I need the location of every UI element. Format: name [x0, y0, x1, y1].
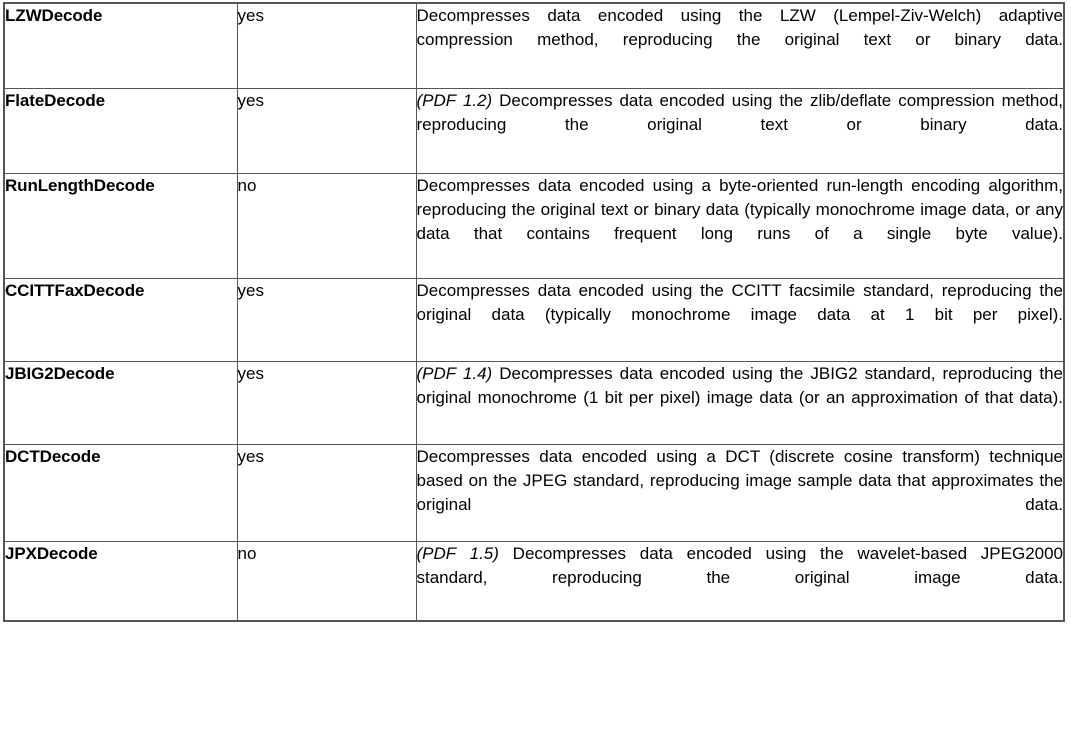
table-row [4, 279, 1064, 362]
lossy-flag-text: yes [237, 447, 264, 466]
description-text [417, 89, 1064, 161]
description-text [417, 362, 1064, 434]
description-text [417, 174, 1064, 270]
cell-filter-name [4, 3, 237, 89]
description-text [417, 542, 1064, 614]
description-body: Decompresses data encoded using the zlib/deflate compression method, reproducing the original text or binary data. [416, 91, 1064, 134]
cell-filter-name [4, 89, 237, 174]
cell-filter-name [4, 445, 237, 542]
cell-lossy-flag [237, 174, 416, 279]
cell-filter-name [4, 279, 237, 362]
filter-name-text: JBIG2Decode [5, 364, 115, 383]
description-text [417, 279, 1064, 351]
lossy-flag-text: no [237, 544, 257, 563]
description-text [417, 4, 1064, 76]
table-row [4, 445, 1064, 542]
cell-lossy-flag [237, 89, 416, 174]
table-row [4, 174, 1064, 279]
cell-lossy-flag [237, 279, 416, 362]
table-row [4, 3, 1064, 89]
lossy-flag-text: no [237, 176, 257, 195]
filter-name-text: JPXDecode [5, 544, 98, 563]
filter-name-text: LZWDecode [5, 6, 103, 25]
cell-filter-name [4, 362, 237, 445]
lossy-flag-text: yes [237, 6, 264, 25]
description-body: Decompresses data encoded using a DCT (discrete cosine transform) technique based on the JPEG standard, reproducing image sample data that approximates the original data. [416, 447, 1063, 514]
description-body: Decompresses data encoded using the wavelet-based JPEG2000 standard, reproducing the original image data. [416, 544, 1064, 587]
lossy-flag-text: yes [237, 364, 264, 383]
cell-description [416, 89, 1064, 174]
cell-description [416, 3, 1064, 89]
table-row [4, 362, 1064, 445]
filter-name-text: DCTDecode [5, 447, 101, 466]
cell-filter-name [4, 542, 237, 622]
cell-description [416, 445, 1064, 542]
cell-description [416, 279, 1064, 362]
lossy-flag-text: yes [237, 281, 264, 300]
cell-lossy-flag [237, 445, 416, 542]
version-note: (PDF 1.2) [416, 91, 500, 110]
filter-name-text: RunLengthDecode [5, 176, 155, 195]
cell-lossy-flag [237, 542, 416, 622]
table-row [4, 89, 1064, 174]
filter-name-text: CCITTFaxDecode [5, 281, 145, 300]
filter-name-text: FlateDecode [5, 91, 105, 110]
description-body: Decompresses data encoded using the LZW (Lempel-Ziv-Welch) adaptive compression method, reproducing the original text or binary data. [416, 6, 1063, 49]
cell-lossy-flag [237, 3, 416, 89]
description-text [417, 445, 1064, 541]
table-row [4, 542, 1064, 622]
version-note: (PDF 1.5) [416, 544, 513, 563]
lossy-flag-text: yes [237, 91, 264, 110]
description-body: Decompresses data encoded using a byte-oriented run-length encoding algorithm, reproducing the original text or binary data (typically monochrome image data, or any data that contains frequent long runs of a single byte value). [416, 176, 1063, 243]
cell-description [416, 542, 1064, 622]
description-body: Decompresses data encoded using the JBIG2 standard, reproducing the original monochrome (1 bit per pixel) image data (or an approximation of that data). [416, 364, 1063, 407]
version-note: (PDF 1.4) [416, 364, 500, 383]
stream-filters-table [3, 2, 1065, 622]
cell-description [416, 362, 1064, 445]
table-body [4, 3, 1064, 621]
description-body: Decompresses data encoded using the CCITT facsimile standard, reproducing the original data (typically monochrome image data at 1 bit per pixel). [416, 281, 1063, 324]
cell-filter-name [4, 174, 237, 279]
cell-lossy-flag [237, 362, 416, 445]
cell-description [416, 174, 1064, 279]
